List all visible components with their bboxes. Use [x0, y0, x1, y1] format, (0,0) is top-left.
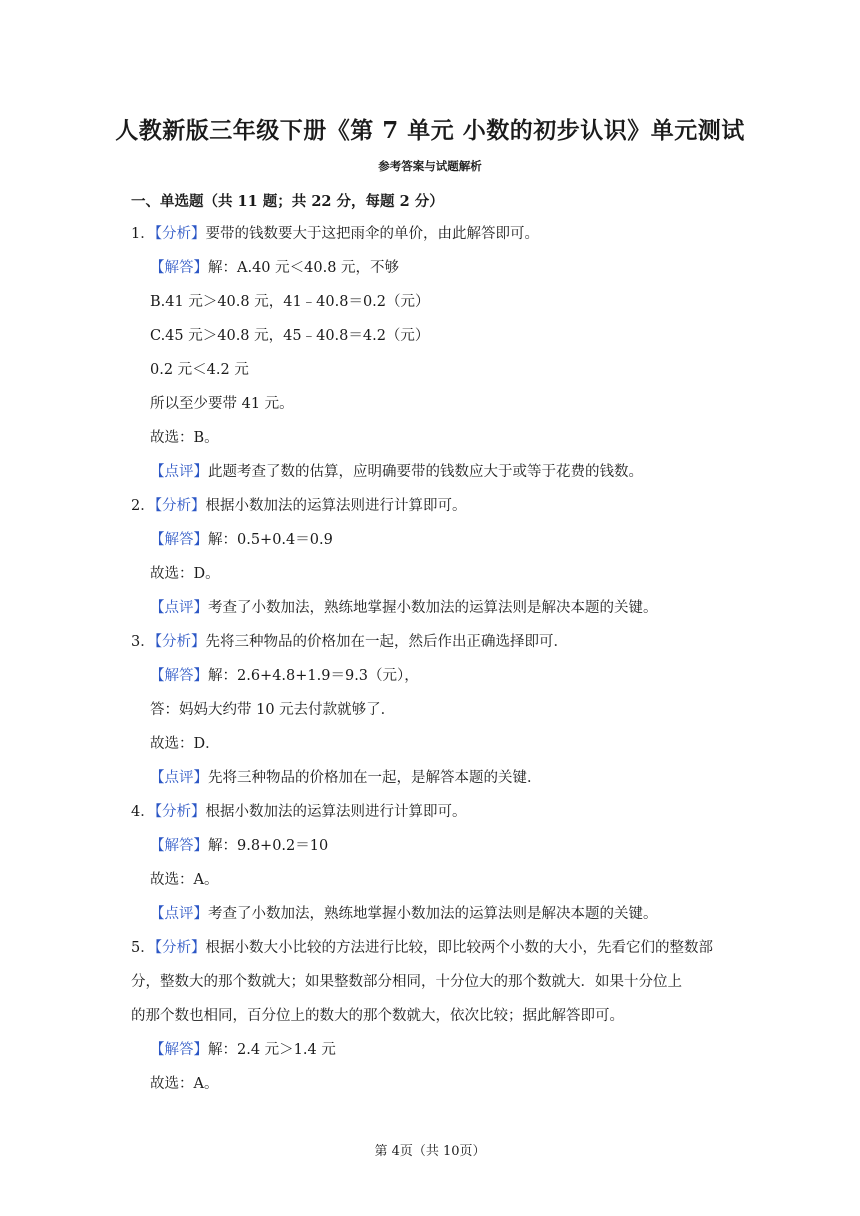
question-number: 3． [131, 634, 155, 650]
question-number: 1． [131, 226, 155, 242]
answer-tag: 【解答】 [150, 668, 208, 684]
answer-text: 解：2.6+4.8+1.9＝9.3（元）， [208, 668, 419, 684]
q4-analysis [131, 802, 466, 822]
analysis-text: 根据小数加法的运算法则进行计算即可。 [205, 804, 467, 820]
answer-text: 解：A.40 元＜40.8 元，不够 [208, 260, 400, 276]
analysis-text: 根据小数加法的运算法则进行计算即可。 [205, 498, 467, 514]
review-tag: 【点评】 [150, 600, 208, 616]
q4-choice: 故选：A。 [150, 872, 219, 888]
analysis-tag: 【分析】 [154, 498, 206, 514]
analysis-tag: 【分析】 [154, 226, 206, 242]
answer-tag: 【解答】 [150, 838, 208, 854]
answer-text: 解：2.4 元＞1.4 元 [208, 1042, 336, 1058]
q4-answer [150, 836, 328, 856]
q1-option-b: B.41 元＞40.8 元，41﹣40.8＝0.2（元） [150, 294, 430, 310]
analysis-text: 根据小数大小比较的方法进行比较，即比较两个小数的大小，先看它们的整数部 [205, 940, 713, 956]
answer-text: 解：9.8+0.2＝10 [208, 838, 329, 854]
q1-choice: 故选：B。 [150, 430, 219, 446]
question-number: 4． [131, 804, 155, 820]
q3-choice: 故选：D． [150, 736, 220, 752]
review-text: 此题考查了数的估算，应明确要带的钱数应大于或等于花费的钱数。 [208, 464, 643, 480]
answer-tag: 【解答】 [150, 260, 208, 276]
review-text: 考查了小数加法，熟练地掌握小数加法的运算法则是解决本题的关键。 [208, 600, 658, 616]
q5-answer [150, 1040, 336, 1060]
section-heading: 一、单选题（共 11 题；共 22 分，每题 2 分） [131, 193, 444, 210]
review-text: 考查了小数加法，熟练地掌握小数加法的运算法则是解决本题的关键。 [208, 906, 658, 922]
q1-compare: 0.2 元＜4.2 元 [150, 362, 249, 378]
q5-analysis [131, 938, 713, 958]
analysis-text: 要带的钱数要大于这把雨伞的单价，由此解答即可。 [205, 226, 539, 242]
q1-conclusion: 所以至少要带 41 元。 [150, 396, 294, 412]
q1-option-c: C.45 元＞40.8 元，45﹣40.8＝4.2（元） [150, 328, 430, 344]
page-subtitle: 参考答案与试题解析 [378, 159, 482, 173]
question-number: 2． [131, 498, 155, 514]
q3-answer [150, 666, 419, 686]
analysis-text: 先将三种物品的价格加在一起，然后作出正确选择即可． [205, 634, 568, 650]
page-title: 人教新版三年级下册《第 7 单元 小数的初步认识》单元测试 [115, 117, 745, 144]
answer-text: 解：0.5+0.4＝0.9 [208, 532, 333, 548]
q1-review [150, 462, 643, 482]
q1-analysis [131, 224, 539, 244]
review-text: 先将三种物品的价格加在一起，是解答本题的关键． [208, 770, 542, 786]
q2-answer [150, 530, 333, 550]
q3-analysis [131, 632, 568, 652]
answer-tag: 【解答】 [150, 1042, 208, 1058]
review-tag: 【点评】 [150, 906, 208, 922]
q2-analysis [131, 496, 466, 516]
q3-review [150, 768, 542, 788]
q2-review [150, 598, 658, 618]
q5-analysis-cont-1: 分，整数大的那个数就大；如果整数部分相同，十分位大的那个数就大．如果十分位上 [131, 974, 682, 990]
analysis-tag: 【分析】 [154, 634, 206, 650]
analysis-tag: 【分析】 [154, 940, 206, 956]
review-tag: 【点评】 [150, 464, 208, 480]
q5-analysis-cont-2: 的那个数也相同，百分位上的数大的那个数就大，依次比较；据此解答即可。 [131, 1008, 624, 1024]
q1-answer [150, 258, 399, 278]
answer-tag: 【解答】 [150, 532, 208, 548]
q4-review [150, 904, 658, 924]
q3-reply: 答：妈妈大约带 10 元去付款就够了． [150, 702, 396, 718]
page-footer: 第 4页（共 10页） [374, 1144, 486, 1159]
q5-choice: 故选：A。 [150, 1076, 219, 1092]
question-number: 5． [131, 940, 155, 956]
q2-choice: 故选：D。 [150, 566, 220, 582]
analysis-tag: 【分析】 [154, 804, 206, 820]
review-tag: 【点评】 [150, 770, 208, 786]
